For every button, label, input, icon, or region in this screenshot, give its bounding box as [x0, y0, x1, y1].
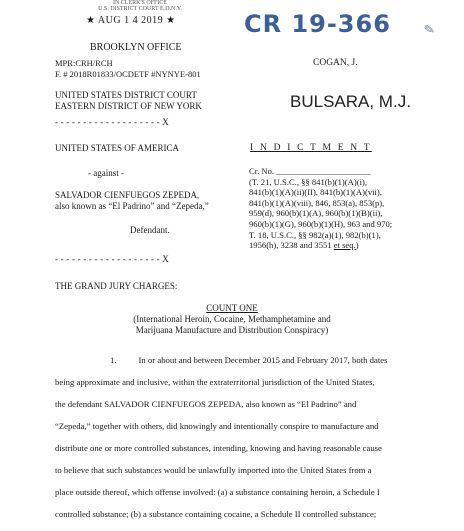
handwritten-mark: ✎	[422, 21, 437, 38]
case-number-stamp: CR 19-366	[244, 10, 391, 38]
statute-line: 960(b)(1)(G), 960(b)(1)(H), 963 and 970;	[249, 218, 393, 229]
cr-number: Cr. No. ______________________	[249, 166, 371, 176]
paragraph-1	[55, 349, 387, 525]
court-line-1: UNITED STATES DISTRICT COURT	[55, 90, 197, 100]
stamp-office: BROOKLYN OFFICE	[90, 42, 182, 53]
grand-jury-heading: THE GRAND JURY CHARGES:	[55, 281, 178, 291]
clerk-stamp	[70, 0, 210, 12]
paragraph-number: 1.	[110, 355, 117, 365]
stamp-date: ★ AUG 1 4 2019 ★	[86, 15, 176, 26]
paragraph-line: being approximate and inclusive, within the extraterritorial jurisdiction of the United States,	[55, 377, 375, 387]
defendant-line-1: SALVADOR CIENFUEGOS ZEPEDA,	[55, 190, 200, 200]
court-line-2: EASTERN DISTRICT OF NEW YORK	[55, 101, 202, 111]
document-title: I N D I C T M E N T	[250, 143, 372, 153]
versus-label: - against -	[88, 168, 124, 178]
statute-line: 959(d), 960(b)(1)(A), 960(b)(1)(B)(ii),	[249, 208, 383, 219]
paragraph-line: place outside thereof, which offense involved: (a) a substance containing heroin, a Schedule I	[55, 487, 380, 497]
paragraph-line: to believe that such substances would be unlawfully imported into the United States from a	[55, 465, 372, 475]
count-title: COUNT ONE	[206, 303, 258, 313]
paragraph-first-text: In or about and between December 2015 and February 2017, both dates	[138, 355, 388, 365]
file-reference	[55, 58, 201, 80]
count-one-heading	[0, 303, 464, 336]
paragraph-line: “Zepeda,” together with others, did knowingly and intentionally conspire to manufacture and	[55, 421, 379, 431]
count-subtitle-1: (International Heroin, Cocaine, Methamphetamine and	[133, 314, 331, 324]
statute-last-text: 1956(h), 3238 and 3551	[249, 240, 334, 251]
statute-line: T. 18, U.S.C., §§ 982(a)(1), 982(b)(1),	[249, 229, 381, 240]
statute-line: 841(b)(1)(A)(ii)(II), 841(b)(1)(A)(vii),	[249, 187, 382, 198]
statute-line: 841(b)(1)(A)(viii), 846, 853(a), 853(p),	[249, 197, 385, 208]
statute-close: )	[355, 240, 359, 251]
statute-line: (T. 21, U.S.C., §§ 841(b)(1)(A)(i),	[249, 176, 367, 187]
mpr-line: MPR:CRH/RCH	[55, 58, 113, 68]
magistrate-judge-stamp: BULSARA, M.J.	[290, 92, 411, 111]
district-judge: COGAN, J.	[313, 58, 358, 68]
statute-block	[249, 166, 392, 251]
paragraph-line: controlled substance; (b) a substance containing cocaine, a Schedule II controlled substance;	[55, 509, 377, 519]
count-subtitle-2: Marijuana Manufacture and Distribution Conspiracy)	[135, 325, 329, 335]
stamp-line-1: IN CLERK'S OFFICE	[112, 0, 168, 6]
statute-line-last	[249, 240, 392, 251]
plaintiff: UNITED STATES OF AMERICA	[55, 143, 180, 153]
defendant-alias: also known as “El Padrino” and “Zepeda,”	[55, 201, 209, 211]
stamp-line-2: U.S. DISTRICT COURT E.D.N.Y.	[98, 6, 182, 12]
caption-separator-bottom: - - - - - - - - - - - - - - - - - - - X	[55, 254, 169, 264]
paragraph-line: the defendant SALVADOR CIENFUEGOS ZEPEDA, also known as “El Padrino” and	[55, 399, 357, 409]
paragraph-first-line	[55, 349, 387, 371]
caption-separator-top: - - - - - - - - - - - - - - - - - - - X	[55, 117, 169, 127]
court-name	[55, 90, 202, 112]
defendant-role: Defendant.	[130, 225, 170, 235]
et-seq: et seq.	[333, 240, 356, 251]
paragraph-line: distribute one or more controlled substances, intending, knowing and having reasonable cause	[55, 443, 382, 453]
defendant-name	[55, 190, 209, 212]
file-number: F. # 2018R01833/OCDETF #NYNYE-801	[55, 69, 201, 79]
